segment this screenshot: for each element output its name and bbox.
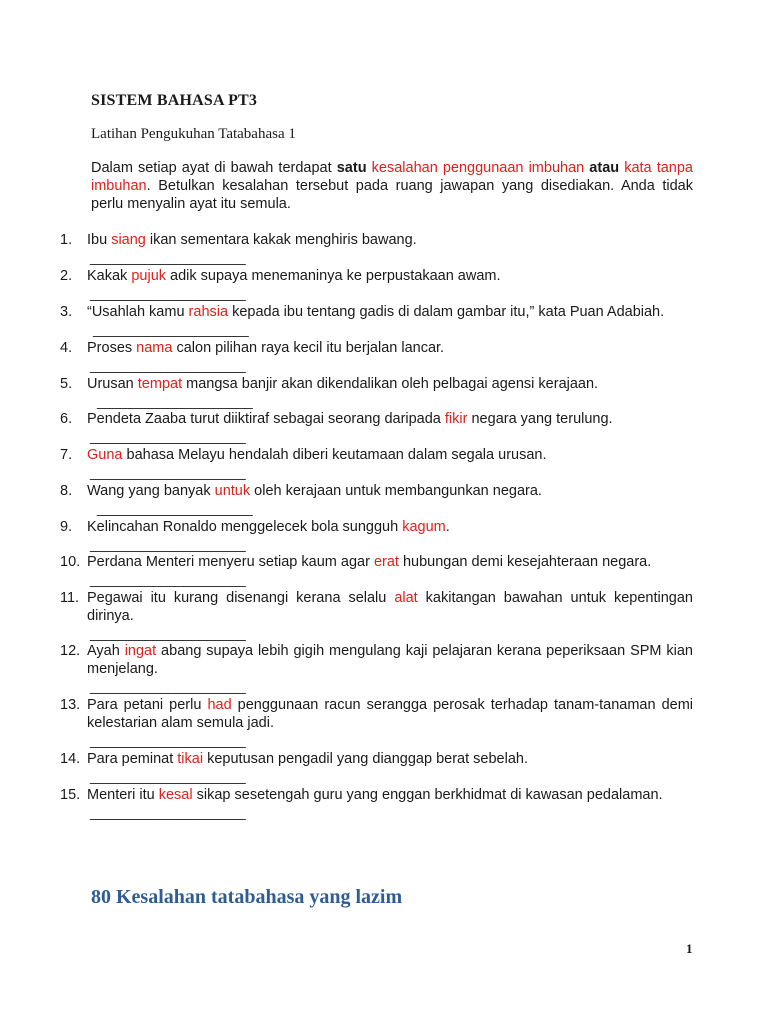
- intro-satu: satu: [336, 160, 367, 176]
- sentence-text-after: keputusan pengadil yang dianggap berat sebelah.: [203, 751, 528, 767]
- item-number: 6.: [60, 411, 73, 427]
- error-word: Guna: [87, 447, 123, 463]
- sentence-text-before: Proses: [87, 340, 137, 356]
- sentence-text-after: hubungan demi kesejahteraan negara.: [398, 554, 652, 570]
- item-sentence: [87, 696, 693, 749]
- answer-line[interactable]: ____________________: [97, 393, 253, 409]
- answer-line[interactable]: ____________________: [90, 768, 246, 784]
- sentence-text-after: mangsa banjir akan dikendalikan oleh pelbagai agensi kerajaan.: [182, 376, 599, 392]
- sentence-text-after: calon pilihan raya kecil itu berjalan lancar.: [172, 340, 445, 356]
- item-sentence: [87, 375, 693, 410]
- sentence-text-after: oleh kerajaan untuk membangunkan negara.: [250, 483, 542, 499]
- answer-line[interactable]: ____________________: [90, 732, 246, 748]
- item-sentence: [87, 267, 693, 302]
- section-heading: 80 Kesalahan tatabahasa yang lazim: [91, 886, 403, 908]
- error-word: pujuk: [131, 268, 167, 284]
- item-sentence: [87, 446, 693, 481]
- item-sentence: [87, 589, 693, 642]
- sentence-text-before: Para petani perlu: [87, 697, 208, 713]
- item-sentence: [87, 553, 693, 588]
- sentence-text-after: bahasa Melayu hendalah diberi keutamaan dalam segala urusan.: [122, 447, 547, 463]
- document-title: SISTEM BAHASA PT3: [91, 92, 258, 109]
- intro-text-1: Dalam setiap ayat di bawah terdapat: [91, 160, 337, 176]
- sentence-text-after: kepada ibu tentang gadis di dalam gambar itu,” kata Puan Adabiah.: [228, 304, 665, 320]
- error-word: ingat: [124, 643, 157, 659]
- answer-line[interactable]: ____________________: [97, 500, 253, 516]
- item-number: 2.: [60, 268, 73, 284]
- error-word: tikai: [177, 751, 204, 767]
- sentence-text-before: Menteri itu: [87, 787, 159, 803]
- item-sentence: [87, 786, 693, 821]
- item-number: 5.: [60, 376, 73, 392]
- sentence-text-before: Perdana Menteri menyeru setiap kaum agar: [87, 554, 374, 570]
- sentence-text-before: Ayah: [87, 643, 125, 659]
- item-number: 15.: [60, 787, 81, 803]
- item-sentence: [87, 482, 693, 517]
- item-sentence: [87, 231, 693, 266]
- error-word: kesal: [158, 787, 193, 803]
- sentence-text-after: negara yang terulung.: [467, 411, 613, 427]
- answer-line[interactable]: ____________________: [90, 285, 246, 301]
- instructions-paragraph: [91, 159, 693, 213]
- sentence-text-before: Pegawai itu kurang disenangi kerana selalu: [87, 590, 395, 606]
- sentence-text-before: Ibu: [87, 232, 112, 248]
- item-sentence: [87, 339, 693, 374]
- sentence-text-after: sikap sesetengah guru yang enggan berkhidmat di kawasan pedalaman.: [192, 787, 663, 803]
- page-number: 1: [686, 941, 693, 956]
- intro-kata: kata tanpa imbuhan: [91, 160, 693, 194]
- item-number: 7.: [60, 447, 73, 463]
- item-number: 4.: [60, 340, 73, 356]
- sentence-text-before: Para peminat: [87, 751, 178, 767]
- error-word: fikir: [444, 411, 468, 427]
- intro-atau: atau: [589, 160, 620, 176]
- item-sentence: [87, 410, 693, 445]
- error-word: siang: [111, 232, 146, 248]
- answer-line[interactable]: ____________________: [93, 321, 249, 337]
- answer-line[interactable]: ____________________: [90, 536, 246, 552]
- sentence-text-before: Kakak: [87, 268, 132, 284]
- sentence-text-after: kakitangan bawahan untuk kepentingan dirinya.: [87, 590, 694, 624]
- sentence-text-after: penggunaan racun serangga perosak terhadap tanam-tanaman demi kelestarian alam semula jadi.: [87, 697, 694, 731]
- sentence-text-before: Urusan: [87, 376, 138, 392]
- sentence-text-after: .: [445, 519, 450, 535]
- error-word: erat: [373, 554, 399, 570]
- error-word: tempat: [137, 376, 183, 392]
- item-number: 3.: [60, 304, 73, 320]
- item-sentence: [87, 518, 693, 553]
- answer-line[interactable]: ____________________: [90, 625, 246, 641]
- error-word: had: [207, 697, 232, 713]
- error-word: untuk: [214, 483, 251, 499]
- answer-line[interactable]: ____________________: [90, 357, 246, 373]
- answer-line[interactable]: ____________________: [90, 249, 246, 265]
- item-sentence: [87, 750, 693, 785]
- sentence-text-before: Wang yang banyak: [87, 483, 215, 499]
- intro-kesalahan: kesalahan penggunaan imbuhan: [371, 160, 585, 176]
- sentence-text-after: ikan sementara kakak menghiris bawang.: [145, 232, 417, 248]
- item-number: 8.: [60, 483, 73, 499]
- item-sentence: [87, 303, 693, 338]
- sentence-text-before: Pendeta Zaaba turut diiktiraf sebagai seorang daripada: [87, 411, 445, 427]
- item-number: 9.: [60, 519, 73, 535]
- answer-line[interactable]: ____________________: [90, 571, 246, 587]
- error-word: nama: [136, 340, 173, 356]
- item-number: 12.: [60, 643, 81, 659]
- answer-line[interactable]: ____________________: [90, 678, 246, 694]
- error-word: alat: [394, 590, 418, 606]
- document-subtitle: Latihan Pengukuhan Tatabahasa 1: [91, 126, 296, 142]
- intro-text-5: . Betulkan kesalahan tersebut pada ruang jawapan yang disediakan. Anda tidak perlu menyalin ayat itu semula.: [91, 178, 693, 212]
- error-word: rahsia: [188, 304, 229, 320]
- error-word: kagum: [402, 519, 446, 535]
- answer-line[interactable]: ____________________: [90, 464, 246, 480]
- answer-line[interactable]: ____________________: [90, 804, 246, 820]
- item-number: 10.: [60, 554, 81, 570]
- item-number: 11.: [60, 590, 80, 606]
- answer-line[interactable]: ____________________: [90, 428, 246, 444]
- sentence-text-after: abang supaya lebih gigih mengulang kaji pelajaran kerana peperiksaan SPM kian menjelang.: [87, 643, 693, 677]
- item-number: 13.: [60, 697, 81, 713]
- item-number: 14.: [60, 751, 81, 767]
- sentence-text-before: “Usahlah kamu: [87, 304, 189, 320]
- item-sentence: [87, 642, 693, 695]
- sentence-text-before: Kelincahan Ronaldo menggelecek bola sungguh: [87, 519, 403, 535]
- sentence-text-after: adik supaya menemaninya ke perpustakaan awam.: [166, 268, 501, 284]
- item-number: 1.: [60, 232, 73, 248]
